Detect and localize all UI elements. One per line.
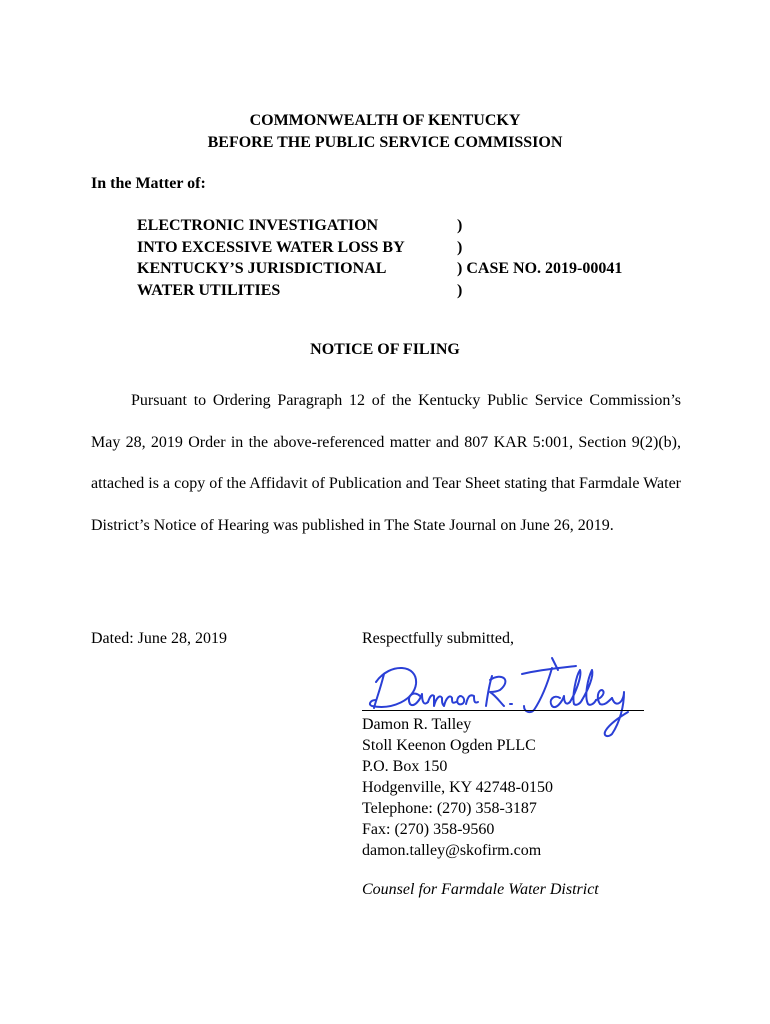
caption-title-line: KENTUCKY’S JURISDICTIONAL [137, 260, 387, 277]
caption-title-line: ELECTRONIC INVESTIGATION [137, 217, 379, 234]
notice-title: NOTICE OF FILING [310, 341, 460, 358]
header-line-commonwealth: COMMONWEALTH OF KENTUCKY [249, 112, 521, 129]
signer-name: Damon R. Talley [362, 716, 472, 733]
caption-case-number [457, 215, 677, 301]
caption-title-line: WATER UTILITIES [137, 281, 281, 299]
body-paragraph: Pursuant to Ordering Paragraph 12 of the Kentucky Public Service Commission’s May 28, 2019 Order in the above-referenced matter and 807 KAR 5:001, Section 9(2)(b), attached is a copy of the Affidavit of Publication and Tear Sheet stating that Farmdale Water District’s Notice of Hearing was published in The State Journal on June 26, 2019. [91, 392, 681, 534]
caption-bracket-line: ) [457, 238, 463, 256]
signature-block [362, 714, 553, 861]
city-state-zip: Hodgenville, KY 42748-0150 [362, 779, 553, 796]
header-line-commission: BEFORE THE PUBLIC SERVICE COMMISSION [207, 134, 563, 151]
document-header [0, 110, 770, 154]
fax: Fax: (270) 358-9560 [362, 821, 495, 838]
matter-label: In the Matter of: [91, 175, 206, 192]
closing-line: Respectfully submitted, [362, 630, 514, 647]
counsel-line: Counsel for Farmdale Water District [362, 881, 599, 898]
caption-case-number-line: ) CASE NO. 2019-00041 [457, 260, 623, 277]
email: damon.talley@skofirm.com [362, 842, 542, 859]
caption-bracket-line: ) [457, 217, 463, 234]
firm-name: Stoll Keenon Ogden PLLC [362, 737, 536, 754]
body-text [91, 380, 681, 546]
caption-title [137, 215, 457, 301]
handwritten-signature [362, 652, 652, 712]
caption-title-line: INTO EXCESSIVE WATER LOSS BY [137, 238, 405, 256]
po-box: P.O. Box 150 [362, 758, 448, 775]
signature-line [362, 710, 644, 711]
caption-bracket-line: ) [457, 281, 463, 299]
dated-line: Dated: June 28, 2019 [91, 630, 227, 647]
telephone: Telephone: (270) 358-3187 [362, 800, 537, 817]
